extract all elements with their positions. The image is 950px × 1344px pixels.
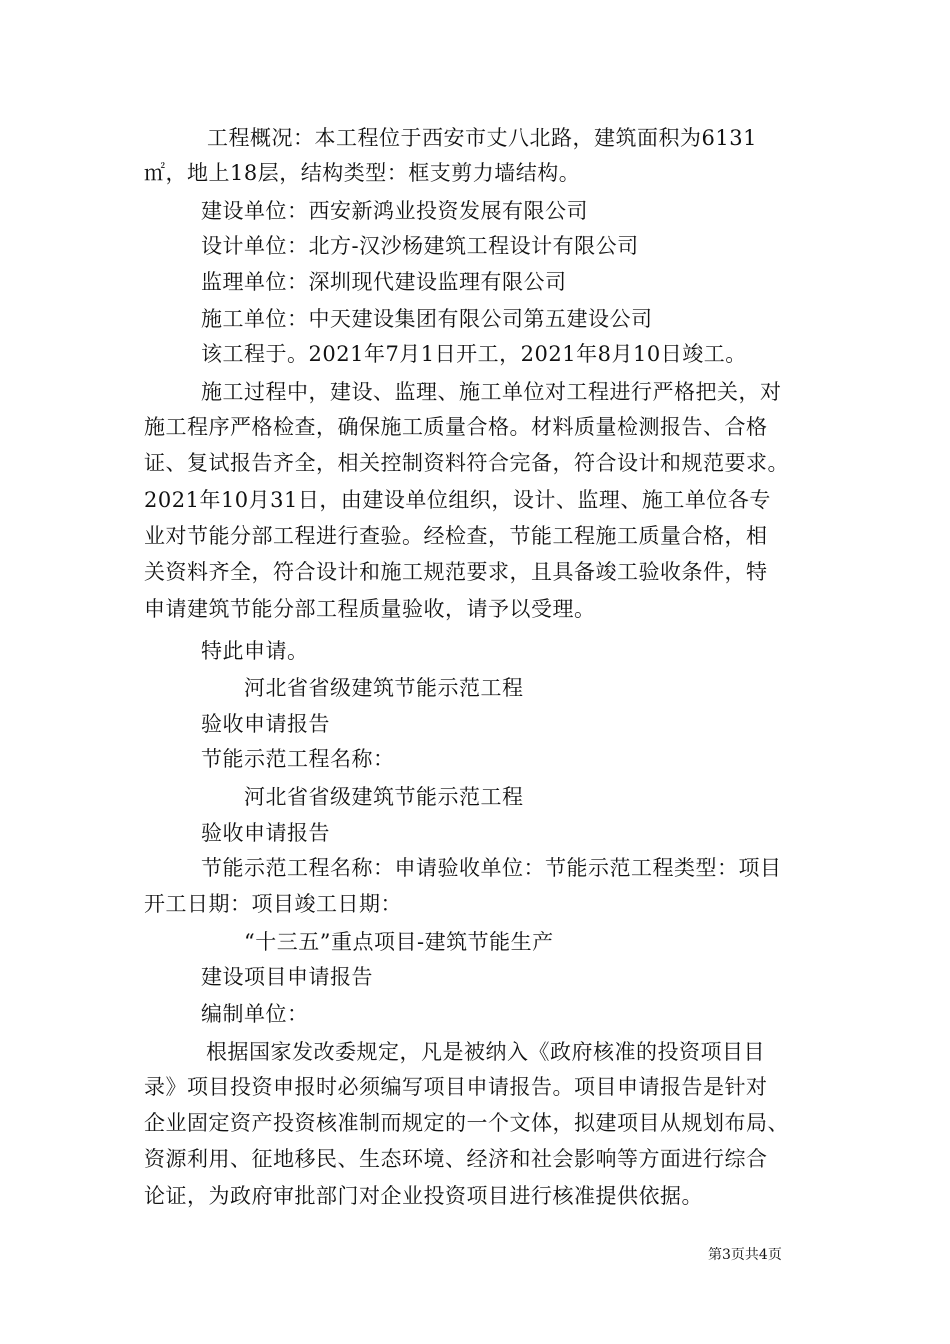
paragraph-line: 业对节能分部工程进行查验。经检查，节能工程施工质量合格，相 (144, 524, 768, 548)
paragraph-line: 施工过程中，建设、监理、施工单位对工程进行严格把关，对 (201, 380, 782, 404)
paragraph-line: 建设单位：西安新鸿业投资发展有限公司 (201, 199, 588, 223)
paragraph-line: 施工单位：中天建设集团有限公司第五建设公司 (201, 307, 653, 331)
heading-line: 验收申请报告 (201, 712, 330, 736)
paragraph-line: 企业固定资产投资核准制而规定的一个文体，拟建项目从规划布局、 (144, 1111, 789, 1135)
paragraph-line: 证、复试报告齐全，相关控制资料符合完备，符合设计和规范要求。 (144, 451, 789, 475)
field-label: 节能示范工程名称： (201, 747, 395, 771)
paragraph-line: 2021年10月31日，由建设单位组织，设计、监理、施工单位各专 (144, 488, 771, 512)
page-number: 第3页共4页 (708, 1247, 782, 1263)
heading-line: “十三五”重点项目-建筑节能生产 (244, 930, 554, 954)
field-label: 编制单位： (201, 1002, 309, 1026)
paragraph-line: 设计单位：北方-汉沙杨建筑工程设计有限公司 (201, 234, 639, 258)
paragraph-line: 录》项目投资申报时必须编写项目申请报告。项目申请报告是针对 (144, 1075, 768, 1099)
paragraph-line: ㎡，地上18层，结构类型：框支剪力墙结构。 (144, 161, 581, 185)
heading-line: 河北省省级建筑节能示范工程 (244, 785, 524, 809)
paragraph-line: 根据国家发改委规定，凡是被纳入《政府核准的投资项目目 (206, 1040, 765, 1064)
field-label: 节能示范工程名称：申请验收单位：节能示范工程类型：项目 (201, 856, 782, 880)
heading-line: 建设项目申请报告 (201, 965, 373, 989)
paragraph-line: 论证，为政府审批部门对企业投资项目进行核准提供依据。 (144, 1184, 703, 1208)
paragraph-line: 工程概况：本工程位于西安市丈八北路，建筑面积为6131 (207, 126, 757, 150)
paragraph-line: 申请建筑节能分部工程质量验收，请予以受理。 (144, 597, 596, 621)
paragraph-line: 特此申请。 (201, 639, 309, 663)
heading-line: 验收申请报告 (201, 821, 330, 845)
paragraph-line: 监理单位：深圳现代建设监理有限公司 (201, 270, 567, 294)
paragraph-line: 该工程于。2021年7月1日开工，2021年8月10日竣工。 (201, 342, 747, 366)
paragraph-line: 施工程序严格检查，确保施工质量合格。材料质量检测报告、合格 (144, 415, 768, 439)
paragraph-line: 关资料齐全，符合设计和施工规范要求，且具备竣工验收条件，特 (144, 560, 768, 584)
field-label: 开工日期：项目竣工日期： (144, 892, 402, 916)
paragraph-line: 资源利用、征地移民、生态环境、经济和社会影响等方面进行综合 (144, 1147, 768, 1171)
heading-line: 河北省省级建筑节能示范工程 (244, 676, 524, 700)
